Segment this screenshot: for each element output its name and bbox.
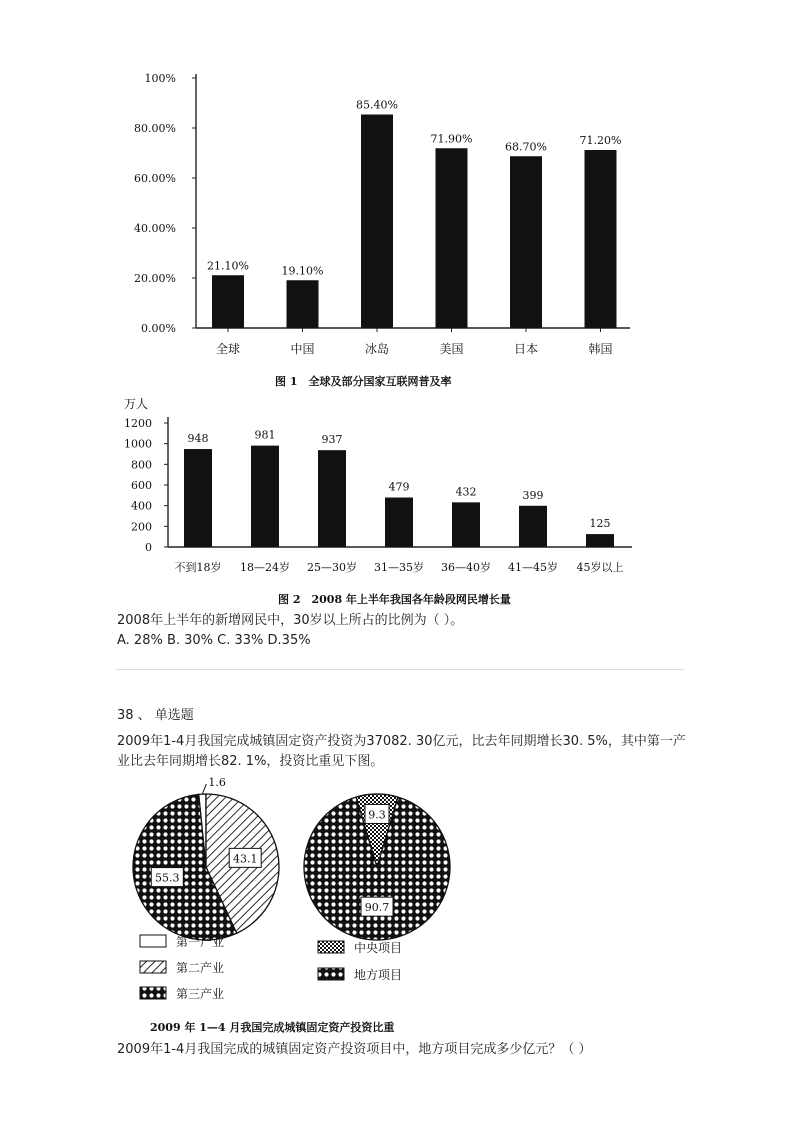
fig3-slice-label: 1.6 [208, 776, 226, 790]
fig1-bar [510, 156, 542, 328]
fig3-slice-label: 90.7 [364, 901, 390, 915]
fig2-y-tick-label: 600 [131, 479, 152, 492]
figure3-pie-charts [120, 775, 580, 1040]
fig1-bar [361, 115, 393, 329]
q37-options: A. 28% B. 30% C. 33% D.35% [117, 633, 311, 649]
fig1-y-tick-label: 0.00% [141, 322, 176, 335]
fig1-category-label: 中国 [290, 342, 315, 356]
fig2-category-label: 45岁以上 [576, 561, 624, 574]
fig1-bar [436, 148, 468, 328]
fig1-y-tick-label: 20.00% [134, 272, 176, 285]
fig2-category-label: 18—24岁 [240, 561, 290, 574]
q38-number: 38 、 单选题 [117, 708, 194, 723]
fig3-legend-swatch [140, 987, 166, 999]
q37-question: 2008年上半年的新增网民中，30岁以上所占的比例为（ ）。 [117, 613, 464, 628]
fig2-bar-value-label: 125 [589, 517, 611, 531]
fig3-legend-swatch [140, 935, 166, 947]
fig1-category-label: 冰岛 [364, 342, 390, 356]
fig3-title: 2009 年 1—4 月我国完成城镇固定资产投资比重 [150, 1021, 395, 1034]
fig2-bar [318, 450, 346, 547]
fig1-bar [585, 150, 617, 328]
fig2-bar-value-label: 432 [455, 485, 477, 499]
fig3-legend-swatch [318, 941, 344, 953]
fig2-category-label: 41—45岁 [508, 561, 558, 574]
fig2-category-label: 36—40岁 [441, 561, 491, 574]
fig2-y-tick-label: 1000 [124, 437, 152, 451]
fig1-category-label: 日本 [513, 342, 539, 356]
fig3-legend-label: 第一产业 [176, 935, 225, 949]
fig1-bar-value-label: 68.70% [505, 140, 547, 154]
section-divider [116, 669, 684, 670]
q38-question: 2009年1-4月我国完成的城镇固定资产投资项目中，地方项目完成多少亿元？（ ） [117, 1042, 592, 1057]
fig2-category-label: 25—30岁 [307, 561, 357, 574]
fig2-y-tick-label: 0 [145, 541, 152, 554]
fig2-y-tick-label: 1200 [124, 417, 152, 430]
fig2-y-tick-label: 800 [131, 458, 152, 472]
fig3-legend-swatch [318, 968, 344, 980]
fig2-y-unit-label: 万人 [124, 397, 149, 411]
fig1-title: 图 1 全球及部分国家互联网普及率 [275, 375, 452, 388]
fig1-bar-value-label: 21.10% [207, 259, 249, 273]
fig3-legend-label: 第二产业 [176, 961, 225, 975]
fig2-bar [586, 534, 614, 547]
fig1-bar-value-label: 19.10% [281, 264, 324, 278]
fig1-category-label: 韩国 [588, 342, 613, 356]
fig2-bar [385, 498, 413, 547]
fig1-category-label: 全球 [215, 342, 241, 356]
fig1-y-tick-label: 60.00% [134, 172, 176, 185]
fig2-y-tick-label: 200 [131, 520, 152, 534]
fig1-y-tick-label: 40.00% [134, 222, 176, 235]
fig2-bar-value-label: 937 [321, 433, 343, 447]
figure2-chart [120, 395, 660, 610]
fig3-leader-line [202, 784, 206, 794]
fig2-title: 图 2 2008 年上半年我国各年龄段网民增长量 [278, 593, 511, 606]
fig1-y-tick-label: 80.00% [134, 122, 176, 135]
fig2-category-label: 不到18岁 [174, 561, 222, 574]
fig1-bar-value-label: 85.40% [356, 98, 398, 112]
fig1-bar [212, 275, 244, 328]
fig1-bar-value-label: 71.20% [579, 134, 622, 147]
fig3-slice-label: 55.3 [155, 871, 180, 885]
fig1-bar [287, 280, 319, 328]
fig3-slice-label: 9.3 [368, 808, 386, 822]
fig2-bar-value-label: 479 [388, 480, 410, 494]
fig2-bar-value-label: 981 [254, 428, 276, 442]
fig3-legend-label: 第三产业 [176, 987, 225, 1001]
fig2-bar [519, 506, 547, 547]
fig3-legend-label: 中央项目 [354, 941, 403, 955]
fig2-y-tick-label: 400 [131, 499, 152, 513]
fig2-bar [184, 449, 212, 547]
figure1-chart [120, 60, 660, 395]
fig3-legend-label: 地方项目 [354, 968, 403, 982]
fig2-bar [251, 446, 279, 547]
fig1-y-tick-label: 100% [144, 72, 176, 85]
fig2-category-label: 31—35岁 [374, 561, 424, 574]
fig3-legend-swatch [140, 961, 166, 973]
fig2-bar-value-label: 399 [522, 488, 544, 502]
q38-stem: 2009年1-4月我国完成城镇固定资产投资为37082. 30亿元，比去年同期增长30. 5%，其中第一产业比去年同期增长82. 1%，投资比重见下图。 [117, 734, 686, 770]
fig3-slice-label: 43.1 [232, 852, 258, 866]
fig2-bar [452, 502, 480, 547]
fig1-bar-value-label: 71.90% [430, 132, 473, 146]
fig1-category-label: 美国 [439, 342, 464, 356]
fig2-bar-value-label: 948 [187, 432, 209, 446]
